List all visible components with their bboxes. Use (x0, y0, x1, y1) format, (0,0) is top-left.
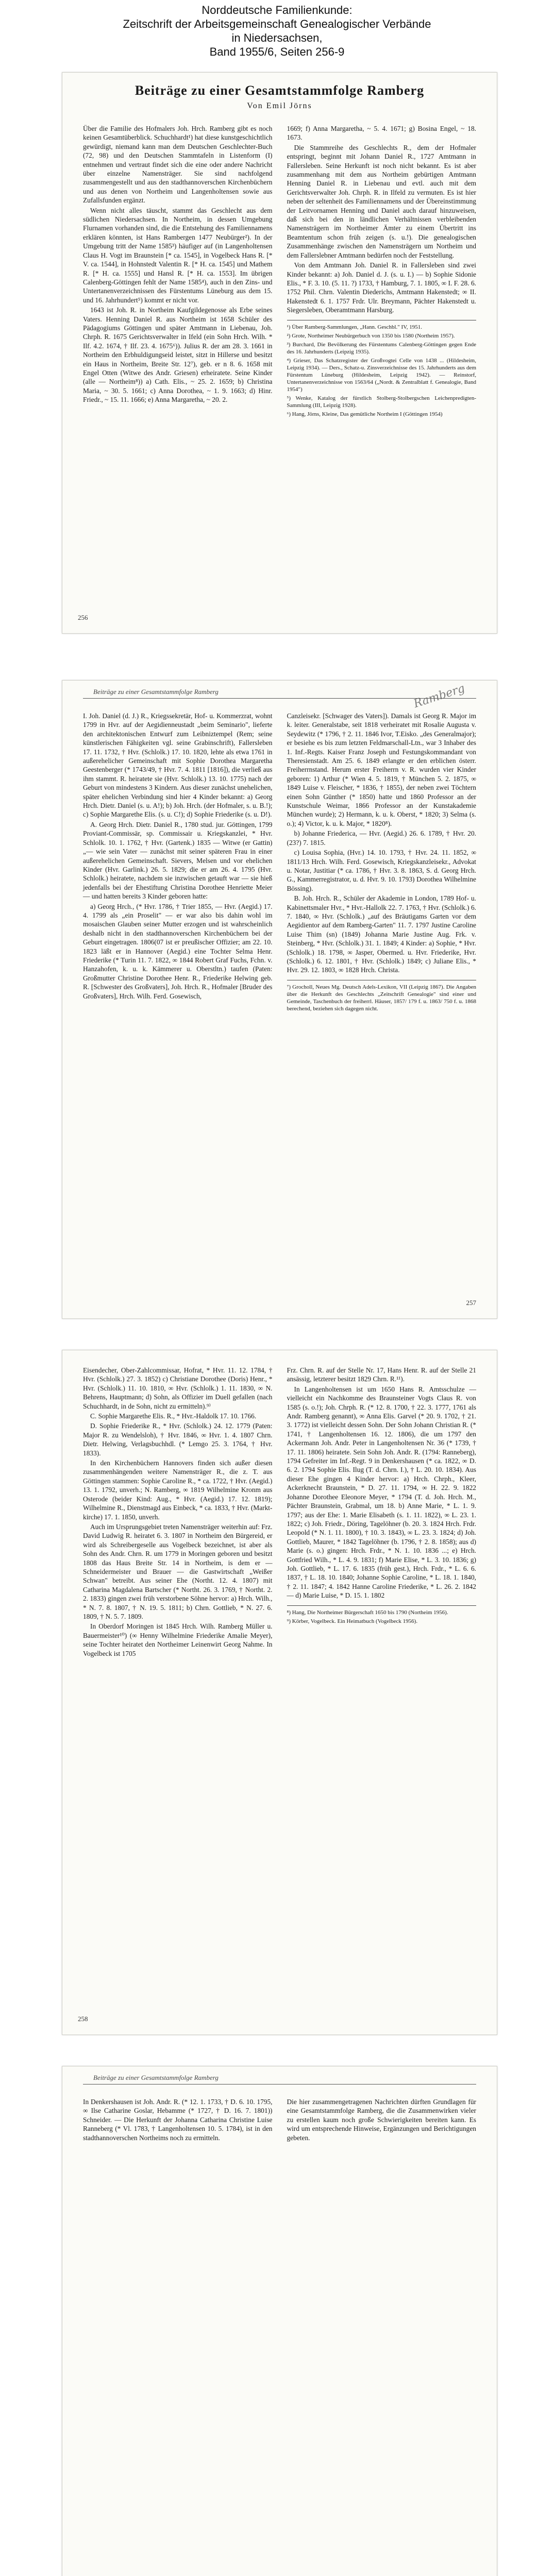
column-right (287, 711, 477, 1014)
citation-region: in Niedersachsen, (231, 31, 323, 44)
paragraph: In Langenholtensen ist um 1650 Hans R. Amtsschulze — vielleicht ein Nachkomme des Braunsteiner Vogts Claus R. von 1585 (s. o.!); Joh. Chrph. R. (* 12. 8. 1700, † 22. 3. 1777, 1761 als Andr. Ramberg genannt), ∞ Anna Elis. Garvel (* 20. 9. 1702, † 21. 3. 1772) ist vielleicht dessen Sohn. Der Sohn Johann Christian R. (* 1741, † Langenholtensen 16. 12. 1806), die um 1797 den Ackermann Joh. Andr. Peter in Langenholtensen Nr. 36 (* 1739, † 17. 11. 1806) heiratete. Sein Sohn Joh. Andr. R. (1794: Ranneberg), 1794 Gefreiter im Inf.-Regt. 9 in Denkershausen (* ca. 1822, ∞ D. 6. 2. 1794 Sophie Elis. Ilug (T. d. Chrn. I.), † L. 20. 10. 1834). Aus dieser Ehe gingen 4 Kinder hervor: a) Hrch. Chrph., Kleer, Ackerknecht Braunstein, * D. 27. 11. 1794, ∞ H. 22. 9. 1822 Johanne Dorothee Eleonore Meyer, * 1794 (T. d. Joh. Hrch. M., Pächter Braunstein, Grabmal, um 18. b) Anne Marie, * L. 1. 9. 1797; aus der Ehe: 1. Marie Elisabeth (s. 1. 11. 1822), ∞ L. 23. 1. 1822; c) Joh. Friedr., Döring, Tagelöhner (b. 20. 3. 1824 Hrch. Frdr. Leopold (* N. 1. 11. 1800), † 10. 3. 1843), ∞ L. 23. 3. 1824; d) Joh. Gottlieb, Maurer, * 1842 Tagelöhner (b. 1796, † 2. 8. 1858); aus d) Marie (s. o.) gingen: Hrch. Frdr., * N. 1. 10. 1836 ...; e) Hrch. Gottfried Wilh., * L. 4. 9. 1831; f) Marie Elise, * L. 3. 10. 1836; g) Joh. Gottlieb, * L. 17. 6. 1835 (früh gest.), Hrch. Frdr., * L. 6. 6. 1837, † L. 18. 10. 1840; Johanne Sophie Caroline, * L. 18. 1. 1840, † 2. 11. 1847; 4. 1842 Hanne Caroline Friederike, * L. 26. 2. 1842 — d) Marie Luise, * D. 15. 1. 1802 (287, 1385, 476, 1600)
page-259 (62, 2066, 497, 2576)
column-left (83, 711, 273, 1014)
paragraph: Über die Familie des Hofmalers Joh. Hrch. Ramberg gibt es noch keinen Gesamtüberblick. Schuchhardt¹) hat diese kunstgeschichtlich gewürdigt, niemand kann man dem Deutschen Geschlechter-Buch (72, 98) und den Deutschen Stammtafeln in Listenform (I) entnehmen und vertraut findet sich die eine oder andere Nachricht über einzelne Namensträger. Sie sind nachfolgend zusammengestellt und aus den stadthannoverschen Kirchenbüchern und aus denen von Northeim und Langenholtensen sowie aus Zufallsfunden ergänzt. (83, 125, 273, 205)
page-256 (62, 72, 497, 634)
paragraph: D. Sophie Friederike R., * Hvr. (Schlolk.) 24. 12. 1779 (Paten: Major R. zu Wendelsloh), † Hvr. 1846, ∞ Hvr. 1. 4. 1807 Chrn. Dietr. Helwing, Verlagsbuchhdl. (* Lemgo 25. 3. 1764, † Hvr. 1833). (83, 1422, 273, 1457)
column-left (83, 124, 273, 419)
paragraph: Auch im Ursprungsgebiet treten Namensträger weiterhin auf: Frz. David Ludwig R. heiratet 6. 3. 1807 in Northeim den Bürgereid, er wird als Schreibergeselle aus Vogelbeck bezeichnet, ist aber als Sohn des Andr. Chrn. R. um 1779 in Moringen geboren und besitzt 1808 das Haus Breite Str. 14 in Northeim, is dem er — Schneidermeister und Brauer — die Gastwirtschaft „Weißer Schwan" betreibt. Aus seiner Ehe (Northt. 12. 4. 1807) mit Catharina Magdalena Bartscher (* Northt. 26. 3. 1769, † Northt. 2. 2. 1833) gingen zwei früh verstorbene Söhne hervor: a) Hrch. Wilh., * N. 7. 8. 1807, † N. 19. 5. 1811; b) Chrn. Gottlieb, * N. 27. 6. 1809, † N. 5. 7. 1809. (83, 1522, 273, 1620)
paragraph: 1643 ist Joh. R. in Northeim Kaufgildegenosse als Erbe seines Vaters. Henning Daniel R. aus Northeim ist 1658 Schüler des Pädagogiums Göttingen und später Amtmann in Liebenau, Joh. Chrph. R. 1675 Gerichtsverwalter in Ifeld (ein Sohn Hrch. Wilh. * Ilf. 4.2. 1674, † Ilf. 23. 4. 1675⁶)). Julius R. der am 28. 3. 1661 in Northeim den Erbhuldigungseid leistet, sitzt in Hillerse und besitzt ein Haus in Northeim, Breite Str. 12⁷), geb. er n 8. 6. 1658 mit Engel Otten (Witwe des Andr. Griesen) erheiratete. Seine Kinder (alle — Northeim⁸)) a) Cath. Elis., ~ 25. 2. 1659; b) Christina Maria, ~ 30. 5. 1661; c) Anna Dorothea, ~ 1. 9. 1663; d) Hinr. Friedr., ~ 15. 11. 1666; e) Anna Margaretha, ~ 20. 2. (83, 306, 273, 404)
paragraph: Die hier zusammengetragenen Nachrichten dürften Grundlagen für eine Gesamtstammfolge Ramberg, die die Zusammenwirken vieler zu erstellen kaum noch große Schwierigkeiten bereiten kann. Es wird um entsprechende Hinweise, Ergänzungen und Berichtigungen gebeten. (287, 2098, 476, 2142)
paragraph: I. Joh. Daniel (d. J.) R., Kriegssekretär, Hof- u. Kommerzrat, wohnt 1799 in Hvr. auf der Aegidienneustadt „beim Seminario", lieferte den architektonischen Entwurf zum Leibniztempel (Rem; seine künstlerischen Fähigkeiten vgl. seine Grabinschrift), Fallersleben 17. 11. 1732, † Hvr. (Schlolk.) 17. 10. 1820, lehte als etwa 1761 in außerehelicher Gemeinschaft mit Sophie Dorothea Margaretha Geestenberger (* 1743/49, † Hvr. 7. 4. 1811 [1816]), die verließ aus ihm stammt. R. heiratete sie (Hvr. Schlolk.) 13. 10. 1775) nach der Geburt von mindestens 3 Kindern. Aus dieser zunächst unehelichen, später ehelichen Verbindung sind hier 4 Kinder bekannt: a) Georg Hrch. Dietr. Daniel (s. u. A!); b) Joh. Hrch. (der Hofmaler, s. u. B.!); c) Sophie Margarethe Elis. (s. u. C!); d) Sophie Friederike (s. u. D!). (83, 712, 273, 819)
footnote: ⁹) Körber, Vogelbeck. Ein Heimatbuch (Vogelbeck 1956). (287, 1618, 418, 1624)
column-right (287, 124, 477, 419)
paragraph: c) Louisa Sophia, (Hvr.) 14. 10. 1793, † Hvr. 24. 11. 1852, ∞ 1811/13 Hrch. Wilh. Ferd. Gosewisch, Kriegskanzleisekr., Advokat u. Notar, Justitiar (* ca. 1786, † Hvr. 3. 8. 1863, S. d. Georg Hrch. G., Kammerregistrator, u. d. Hvr. 9. 10. 1793) Dorothea Wilhelmine Bössing). (287, 849, 476, 892)
footnotes (287, 980, 477, 1012)
footnote: ⁶) Hang, Jörns, Kleine, Das gemütliche Northeim I (Göttingen 1954) (287, 411, 443, 417)
page-number: 257 (466, 1299, 476, 1307)
paragraph: Eisendecher, Ober-Zahlcommissar, Hofrat, * Hvr. 11. 12. 1784, † Hvr. (Schlolk.) 27. 3. 1852) c) Christiane Dorothee (Doris) Henr., * Hvr. (Schlolk.) 11. 10. 1810, ∞ Hvr. (Schlolk.) 1. 11. 1830, ∞ N. Behrens, Hauptmann; d) Sohn, als Offizier im Duell gefallen (nach Schuchhardt, in de Sohn, nicht zu ermitteln).⁹⁾ (83, 1366, 273, 1410)
footnote: ⁴) Grieser, Das Schatzregister der Großvogtei Celle von 1438 ... (Hildesheim, Leipzig 1934). — Ders., Schatz-u. Zinsverzeichnisse des 15. Jahrhunderts aus dem Fürstentum Lüneburg (Hildesheim, Leipzig 1942). — Reinstorf, Untertanenverzeichnisse von 1563/64 („Nordt. & Zentralblatt f. Genealogie, Band 1954") (287, 357, 476, 393)
citation-subtitle: Zeitschrift der Arbeitsgemeinschaft Genealogischer Verbände (123, 18, 431, 30)
text-columns (83, 1366, 476, 1659)
footnotes (287, 320, 477, 418)
citation-header (0, 3, 554, 59)
footnote: ⁸) Hang, Die Northeimer Bürgerschaft 1650 bis 1790 (Northeim 1956). (287, 1609, 448, 1616)
footnote: ¹) Über Ramberg-Sammlungen, „Hann. Geschbl." IV, 1951. (287, 324, 422, 330)
citation-volume: Band 1955/6, Seiten 256-9 (209, 45, 345, 58)
paragraph: Die Stammreihe des Geschlechts R., dem der Hofmaler entspringt, beginnt mit Johann Daniel R., 1727 Amtmann in Fallersleben. Seine Herkunft ist noch nicht bekannt. Es ist aber zusammenhang mit dem aus Northeim gebürtigen Amtmann Henning Daniel R. in Liebenau und evtl. auch mit dem Gerichtsverwalter Joh. Chrph. R. in Ilfeld zu vermuten. Es ist hier neben der seltenheit des Familiennamens und der Übereinstimmung der Leitvornamen Henning und Daniel auch darauf hinzuweisen, daß sich bei den in ländlichen Verhältnissen verbleibenden Namensträgern im Northeimer Ämter zu einem Übertritt ins Beamtentum schon früh zeigen (s. u.!). Die genealogischen Zusammenhänge zwischen den Namensträgern um Northeim und dem Fallerslebner Amtmann bedürfen noch der Feststellung. (287, 143, 476, 259)
article-author: Von Emil Jörns (247, 101, 312, 110)
handwritten-stamp: Ramberg (412, 682, 467, 711)
paragraph: a) Georg Hrch., (* Hvr. 1786, † Trier 1855, — Hvr. (Aegid.) 17. 4. 1799 als „ein Proselit" — er war also bis dahin wohl im mosaischen Glauben seiner Mutter erzogen und ist wahrscheinlich deshalb nicht in den stadthannoverschen Kirchenbüchern bei der Geburt eingetragen. 1806(07 ist er preußischer Offizier; am 22. 10. 1823 läßt er in Hannover (Aegid.) eine Tochter Selma Henr. Friederike (* Turin 11. 7. 1822, ∞ 1844 Robert Graf Fuchs, Fchn. v. Hanzahofen, k. u. k. Kämmerer u. Oberstltn.) taufen (Paten: Großmutter Christine Dorothee Henr. R., Friederike Helwing geb. R. [Schwester des Großvaters], Joh. Hrch. R., Hofmaler [Bruder des Großvaters], Hrch. Wilh. Ferd. Gosewisch, (83, 902, 273, 1000)
paragraph: Wenn nicht alles täuscht, stammt das Geschlecht aus dem südlichen Niedersachsen. In Northeim, in dessen Umgebung Flurnamen vorhanden sind, die die Entstehung des Familiennamens erklären könnten, ist Hans Rambergen 1477 Neubürger²). In der Umgebung tritt der Name 1585³) häufiger auf (in Langenholtensen Claus H. Vogt im Braunstein [* ca. 1545], in Vogelbeck Hans R. [* V. ca. 1544], in Hohnstedt Valentin R. [* H. ca. 1545] und Mathem R. [* H. ca. 1555] und Hansl R. [* H. ca. 1553]. Im übrigen Calenberg-Göttingen fehlt der Name 1585⁴), auch in den Zins- und Untertanenverzeichnissen des Fürstentums Lüneburg aus dem 15. und 16. Jahrhundert⁵) kommt er nicht vor. (83, 206, 273, 304)
paragraph: Frz. Chrn. R. auf der Stelle Nr. 17, Hans Henr. R. auf der Stelle 21 ansässig, letzterer besitzt 1829 Chrn. R.¹¹). (287, 1366, 476, 1383)
paragraph: In Oberdorf Moringen ist 1845 Hrch. Wilh. Ramberg Müller u. Bauermeister¹⁰) (∞ Henny Wilhelmine Friederike Amalie Meyer), seine Tochter heiratet den Northeimer Leinenwirt Georg Nahme. In Vogelbeck ist 1705 (83, 1622, 273, 1657)
footnote: ⁵) Wenke, Katalog der fürstlich Stolberg-Stolbergschen Leichenpredigten-Sammlung (III, Leipzig 1928). (287, 395, 476, 409)
article-title: Beiträge zu einer Gesamtstammfolge Ramberg (135, 83, 425, 98)
footnote: ²) Grote, Northeimer Neubürgerbuch von 1350 bis 1580 (Northeim 1957). (287, 332, 455, 339)
paragraph: A. Georg Hrch. Dietr. Daniel R., 1780 stud. jur. Göttingen, 1799 Proviant-Commissär, sp. Commissair u. Kriegskanzlei, * Hvr. Schlolk. 10. 1. 1762, † Hvr. (Gartenk.) 1835 — Witwe (er Gattin) „— wie sein Vater — zunächst mit seiner späteren Frau in einer außerehelichen Gemeinschaft. Sievers, Melsen und vor ehelichen Kinder (Hvr. Garlink.) 26. 5. 1829; die er am 26. 4. 1795 (Hvr. Schlolk.) heiratete, nachdem sie inzwischen getauft war — sie hieß jedenfalls bei der Ehestiftung Christina Dorothee Henriette Meier — und hatten bereits 3 Kinder geboren hatte: (83, 820, 273, 901)
footnote: ³) Burchard, Die Bevölkerung des Fürstentums Calenberg-Göttingen gegen Ende des 16. Jahrhunderts (Leipzig 1935). (287, 341, 476, 355)
running-head: Beiträge zu einer Gesamtstammfolge Ramberg (93, 2074, 219, 2081)
paragraph: C. Sophie Margarethe Elis. R., * Hvr.-Haldolk 17. 10. 1766. (90, 1412, 257, 1420)
text-columns (83, 124, 476, 419)
paragraph: Canzleisekr. [Schwager des Vaters]). Damals ist Georg R. Major im k. leiter. Generalstabe, seit 1818 verheiratet mit Rosalie Augusta v. Seydewitz (* 1796, † 2. 11. 1846 Ivor, T.Eisko. „des Generalmajor); er besiehe es bis zum letzten Feldmarschall-Ltn., war 3 Inhaber des 1. Inf.-Regts. Kaiser Franz Joseph und Festungskommandant von Theresienstadt. Am 25. 6. 1849 erlangte er den erblichen österr. Freiherrnstand. Herum erster Freiherrn v. R. wurden vier Kinder geboren: 1) Arthur (* Wien 4. 5. 1819, † München 5. 2. 1875, ∞ 1849 Luise v. Fleischer, * 1836, † 1855), der neben zwei Töchtern einen Sohn Günther (* 1850) hatte und 1860 Professor an der Kunstschule Weimar, 1866 Professor an der Kunstakademie München wurde); 2) Hermann, k. u. k. Oberst, * 1820; 3) Selma (s. o.); 4) Victor, k. u. k. Major, * 1820⁸). (287, 712, 476, 827)
column-left (83, 2097, 273, 2143)
column-left (83, 1366, 273, 1659)
paragraph: 1669; f) Anna Margaretha, ~ 5. 4. 1671; g) Bosina Engel, ~ 18. 1673. (287, 125, 476, 142)
column-right (287, 2097, 477, 2143)
text-columns (83, 2097, 476, 2143)
paragraph: In Denkershausen ist Joh. Andr. R. (* 12. 1. 1733, † D. 6. 10. 1795, ∞ Ilse Catharine Goslar, Hebamme (* 1727, † D. 16. 7. 1801)) Schneider. — Die Herkunft der Johanna Catharina Christine Luise Ranneberg (* Vl. 1783, † Langenholtensen 10. 5. 1784), ist in den stadthannoverschen Northeims noch zu ermitteln. (83, 2098, 273, 2142)
paragraph: B. Joh. Hrch. R., Schüler der Akademie in London, 1789 Hof- u. Kabinettsmaler Hvr., * Hvr.-Hallolk 22. 7. 1763, † Hvr. (Schlolk.) 6. 7. 1840, ∞ Hvr. (Schlolk.) „auf des Bräutigams Garten vor dem Aegidientor auf dem Ramberg-Garten" 11. 7. 1797 Justine Caroline Luise Thim (sn) (1849) Johanna Marie Justine Aug. Frk. v. Steinberg, * Hvr. (Schlolk.) 31. 1. 1849; 4 Kinder: a) Sophie, * Hvr. (Schlolk.) 18. 1798, ∞ Jasper, Obermed. u. Hvr. Friederike, Hvr. (Schlolk.) 6. 12. 1801, † Hvr. (Schlolk.) 1849; c) Juliane Elis., * Hvr. 29. 12. 1803, ∞ 1828 Hrch. Christa. (287, 894, 476, 974)
text-columns (83, 711, 476, 1014)
footnotes (287, 1605, 477, 1625)
column-right (287, 1366, 477, 1659)
page-257 (62, 680, 497, 1319)
footnote: ⁷) Grocholl, Neues Mg. Deutsch Adels-Lexikon, VII (Leipzig 1867). Die Angaben über die Herkunft des Geschlechts „Zeitschrift Genealogie" sind einer und Gemeinde, Taschenbuch der freiherrl. Häuser, 1857/ 179 f. u. 1863/ 750 f. u. 1868 berechend, beziehen sich dagegen nicht. (287, 984, 476, 1012)
running-head: Beiträge zu einer Gesamtstammfolge Ramberg (93, 688, 219, 696)
page-number: 258 (78, 2015, 88, 2023)
citation-journal: Norddeutsche Familienkunde: (202, 4, 352, 16)
page-number: 256 (78, 614, 88, 621)
paragraph: In den Kirchenbüchern Hannovers finden sich außer diesen zusammenhängenden weitere Namensträger R., die z. T. aus Göttingen stammen: Sophie Caroline R., * ca. 1722, † Hvr. (Aegid.) 13. 1. 1792, unverh.; N. Ramberg, ∞ 1819 Wilhelmine Kronm aus Osterode (beider Kind: Aug., * Hvr. (Aegid.) 17. 12. 1819); Wilhelmine R., Dienstmagd aus Einbeck, * ca. 1833, † Hvr. (Markt-kirche) 17. 1. 1850, unverh. (83, 1459, 273, 1521)
paragraph: b) Johanne Friederica, — Hvr. (Aegid.) 26. 6. 1789, † Hvr. 20. (23?) 7. 1815. (287, 829, 476, 846)
page-258 (62, 1350, 497, 2035)
paragraph: Von dem Amtmann Joh. Daniel R. in Fallersleben sind zwei Kinder bekannt: a) Joh. Daniel d. J. (s. u. I.) — b) Sophie Sidonie Elis., * F. 3. 10. (5. 11. ?) 1733, † Hamburg, 7. 1. 1805, ∞ I. F. 28. 6. 1752 Phil. Chrn. Valentin Diederichs, Amtmann Hakenstedt; ∞ II. Hakenstedt 6. 1. 1757 Frdr. Ulr. Breymann, Pächter Hakenstedt u. Siegersleben, Oberamtmann Harsburg. (287, 261, 476, 314)
